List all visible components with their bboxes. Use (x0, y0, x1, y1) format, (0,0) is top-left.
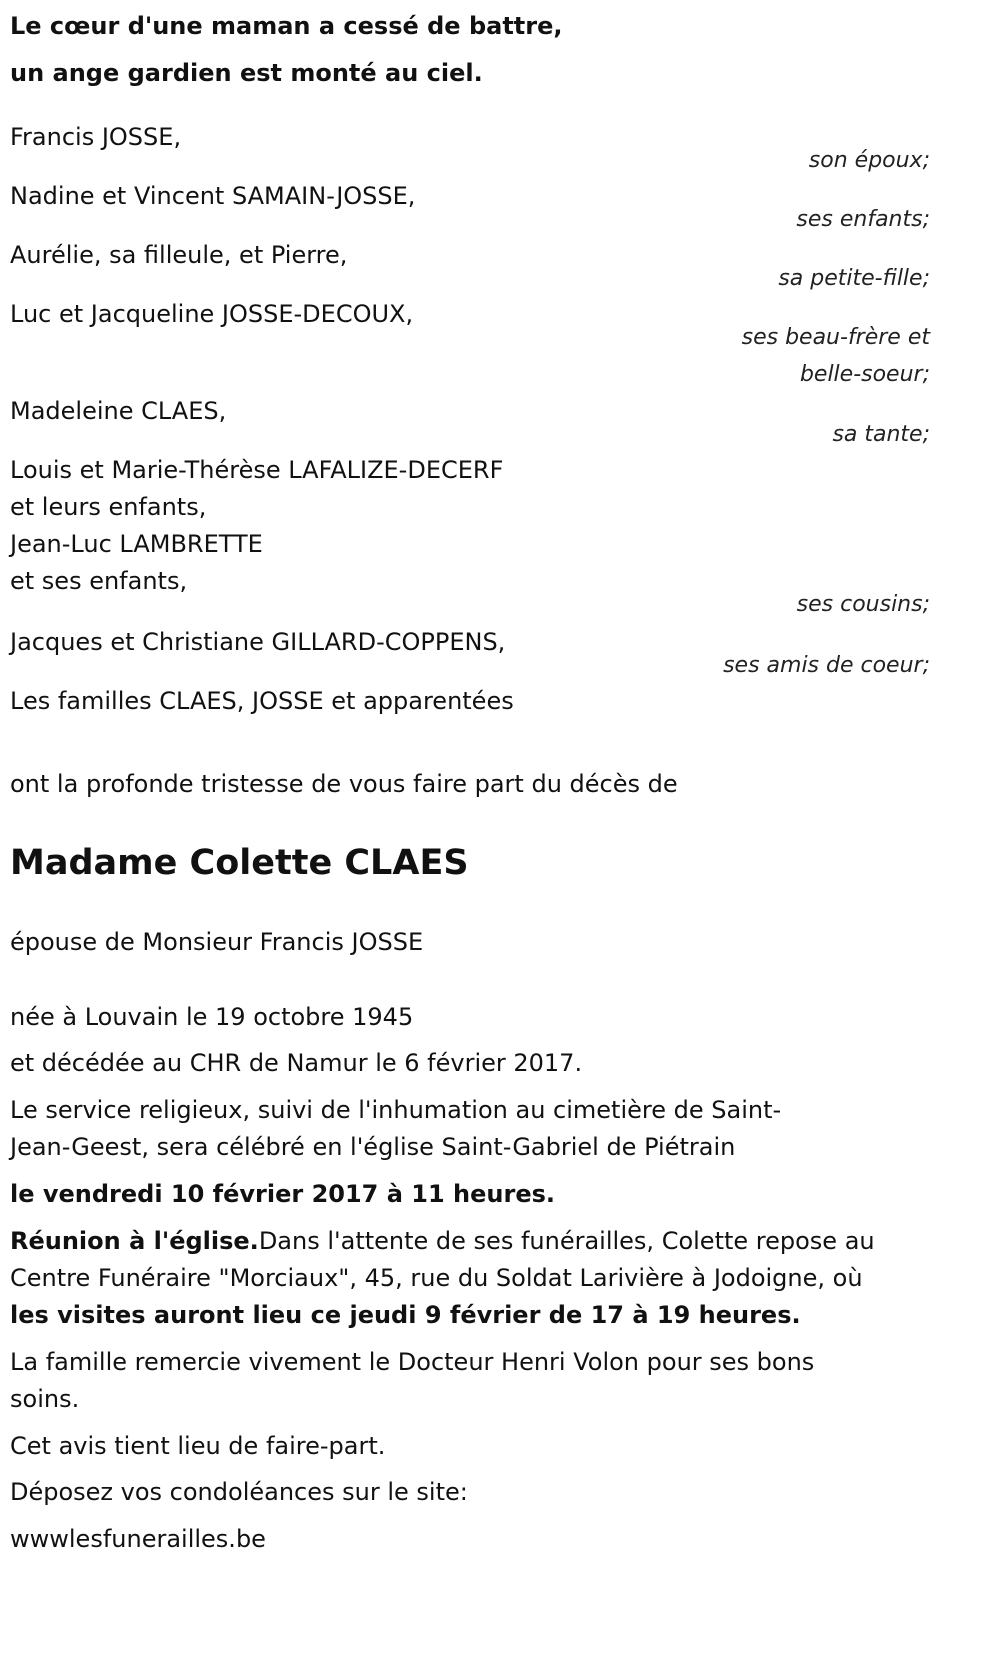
service-line-1: Le service religieux, suivi de l'inhumation au cimetière de Saint- (10, 1096, 782, 1124)
service-line-2: Jean-Geest, sera célébré en l'église Saint-Gabriel de Piétrain (10, 1133, 736, 1161)
family-name: Les familles CLAES, JOSSE et apparentées (10, 687, 514, 715)
family-name: Francis JOSSE, (10, 123, 182, 151)
announcement-text: ont la profonde tristesse de vous faire part du décès de (10, 770, 678, 798)
family-name: et leurs enfants, (10, 493, 207, 521)
family-name: et ses enfants, (10, 567, 188, 595)
thanks-line-1: La famille remercie vivement le Docteur Henri Volon pour ses bons (10, 1348, 815, 1376)
family-name: Aurélie, sa filleule, et Pierre, (10, 241, 348, 269)
spouse-line: épouse de Monsieur Francis JOSSE (10, 928, 424, 956)
family-relation-continued: belle-soeur; (799, 362, 930, 387)
family-entry (10, 300, 930, 404)
family-entry (10, 687, 930, 734)
visits-line: les visites auront lieu ce jeudi 9 février de 17 à 19 heures. (10, 1301, 801, 1329)
website-link[interactable]: wwwlesfunerailles.be (10, 1525, 266, 1553)
family-entry (10, 456, 930, 635)
meeting-line-1 (10, 1222, 875, 1260)
death-line: et décédée au CHR de Namur le 6 février 2017. (10, 1049, 583, 1077)
family-relation: ses enfants; (796, 207, 930, 232)
family-name: Louis et Marie-Thérèse LAFALIZE-DECERF (10, 456, 504, 484)
heading-line-2: un ange gardien est monté au ciel. (10, 59, 483, 87)
notice-line: Cet avis tient lieu de faire-part. (10, 1432, 386, 1460)
heading-line-1: Le cœur d'une maman a cessé de battre, (10, 12, 563, 40)
family-relation: ses amis de coeur; (723, 653, 930, 678)
family-relation: son époux; (808, 148, 930, 173)
family-relation: ses beau-frère et (741, 325, 930, 350)
meeting-bold: Réunion à l'église. (10, 1227, 259, 1255)
obituary-page (10, 0, 930, 1553)
family-name: Luc et Jacqueline JOSSE-DECOUX, (10, 300, 414, 328)
deceased-name: Madame Colette CLAES (10, 843, 469, 883)
birth-line: née à Louvain le 19 octobre 1945 (10, 1003, 414, 1031)
family-list (10, 123, 930, 734)
service-date: le vendredi 10 février 2017 à 11 heures. (10, 1180, 555, 1208)
meeting-line-2: Centre Funéraire "Morciaux", 45, rue du Soldat Larivière à Jodoigne, où (10, 1264, 863, 1292)
family-name: Madeleine CLAES, (10, 397, 227, 425)
thanks-line-2: soins. (10, 1385, 80, 1413)
family-name: Jacques et Christiane GILLARD-COPPENS, (10, 628, 506, 656)
family-name: Nadine et Vincent SAMAIN-JOSSE, (10, 182, 416, 210)
family-relation: ses cousins; (796, 592, 930, 617)
family-relation: sa petite-fille; (778, 266, 930, 291)
family-relation: sa tante; (832, 422, 930, 447)
condolences-line: Déposez vos condoléances sur le site: (10, 1478, 468, 1506)
family-name: Jean-Luc LAMBRETTE (10, 530, 263, 558)
meeting-text: Dans l'attente de ses funérailles, Colette repose au (258, 1227, 875, 1255)
